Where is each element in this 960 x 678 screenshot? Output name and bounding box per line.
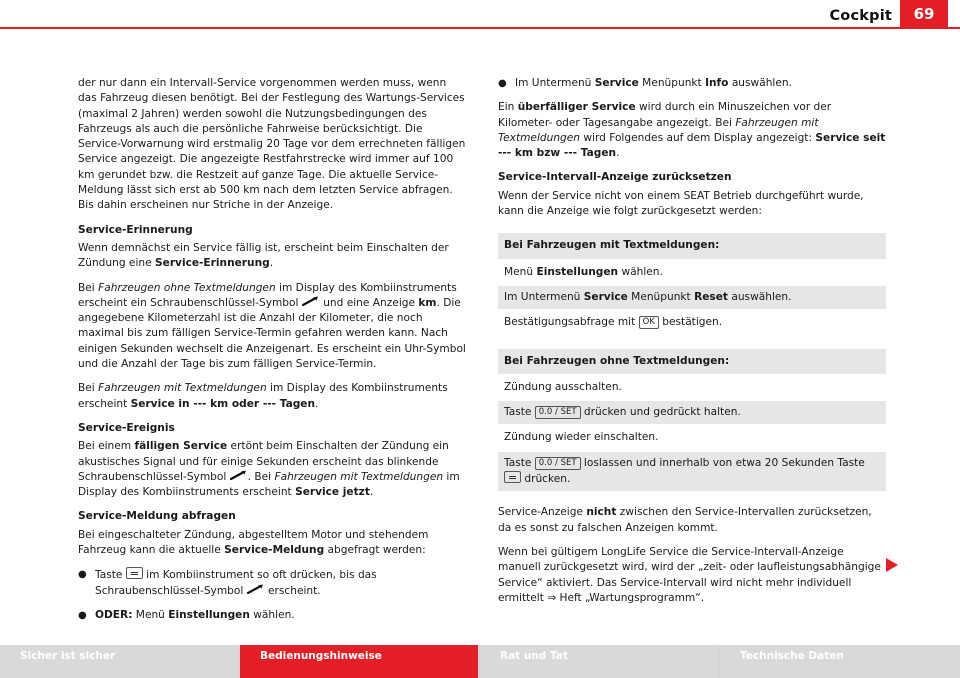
set-key: 0.0 / SET: [535, 406, 581, 419]
right-column: [498, 76, 886, 615]
heading-reset: Service-Intervall-Anzeige zurücksetzen: [498, 171, 732, 184]
left-column: [78, 76, 466, 632]
bullet-oder-menue: ● ODER: Menü Einstellungen wählen.: [78, 608, 466, 623]
box-heading: Bei Fahrzeugen ohne Textmeldungen:: [498, 349, 886, 374]
box-step: Taste 0.0 / SET loslassen und innerhalb von etwa 20 Sekunden Taste drücken.: [498, 452, 886, 492]
bullet-untermenue-info: ● Im Untermenü Service Menüpunkt Info auswählen.: [498, 76, 886, 91]
abfragen-paragraph: Bei eingeschalteter Zündung, abgestelltem Motor und stehendem Fahrzeug kann die aktuelle Service-Meldung abgefragt werden:: [78, 528, 429, 557]
box-step: Im Untermenü Service Menüpunkt Reset auswählen.: [498, 286, 886, 309]
ok-key: OK: [639, 316, 659, 329]
ueberfaellig-paragraph: Ein überfälliger Service wird durch ein Minuszeichen vor der Kilometer- oder Tagesangabe angezeigt. Bei Fahrzeugen mit Textmeldungen wird Folgendes auf dem Display angezeigt: Service seit --- km bzw --- Tagen.: [498, 101, 886, 160]
erinnerung-paragraph-3: Bei Fahrzeugen mit Textmeldungen im Display des Kombiinstruments erscheint Service in --- km oder --- Tagen.: [78, 382, 448, 410]
wrench-icon: [302, 296, 320, 306]
bullet-taste-druecken: ● Taste im Kombiinstrument so oft drücken, bis das Schraubenschlüssel-Symbol erscheint.: [78, 567, 466, 599]
header-rule: [0, 27, 960, 29]
box-ohne-textmeldungen: [498, 349, 886, 492]
longlife-paragraph: Wenn bei gültigem LongLife Service die Service-Intervall-Anzeige manuell zurückgesetzt wird, wird der „zeit- oder laufleistungsabhängige Service“ aktiviert. Das Service-Intervall wird nicht mehr individuell ermittelt ⇒ Heft „Wartungsprogramm“.: [498, 545, 881, 604]
footer-tab-rat-und-tat[interactable]: Rat und Tat: [480, 645, 718, 678]
reset-paragraph: Wenn der Service nicht von einem SEAT Betrieb durchgeführt wurde, kann die Anzeige wie folgt zurückgesetzt werden:: [498, 189, 864, 218]
box-step: Taste 0.0 / SET drücken und gedrückt halten.: [498, 401, 886, 424]
page-number: 69: [900, 0, 948, 27]
display-button-icon: [504, 471, 521, 483]
page-title: Cockpit: [829, 8, 892, 24]
ereignis-paragraph: Bei einem fälligen Service ertönt beim Einschalten der Zündung ein akustisches Signal und für einige Sekunden erscheint das blinkende Schraubenschlüssel-Symbol . Bei Fahrzeugen mit Textmeldungen im Display des Kombiinstruments erscheint Service jetzt.: [78, 440, 460, 499]
footer-tab-technische-daten[interactable]: Technische Daten: [720, 645, 960, 678]
heading-service-ereignis: Service-Ereignis: [78, 421, 175, 434]
intro-paragraph: der nur dann ein Intervall-Service vorgenommen werden muss, wenn das Fahrzeug diesen benötigt. Bei der Festlegung des Wartungs-Services (maximal 2 Jahren) werden sowohl die Nutzungsbedingungen des Fahrzeugs als auch die persönliche Fahrweise berücksichtigt. Die Service-Vorwarnung wird erstmalig 20 Tage vor dem errechneten fälligen Service angezeigt. Die angezeigte Restfahrstrecke wird immer auf 100 km gerundet bzw. die Restzeit auf ganze Tage. Die aktuelle Service-Meldung lässt sich erst ab 500 km nach dem letzten Service abfragen. Bis dahin erscheinen nur Striche in der Anzeige.: [78, 77, 466, 212]
box-mit-textmeldungen: [498, 233, 886, 334]
footer-tab-bedienungshinweise[interactable]: Bedienungshinweise: [240, 645, 478, 678]
box-step: Menü Einstellungen wählen.: [504, 265, 663, 278]
next-page-arrow-icon[interactable]: [886, 558, 898, 572]
box-step: Zündung ausschalten.: [504, 380, 622, 393]
nicht-zuruecksetzen-paragraph: Service-Anzeige nicht zwischen den Service-Intervallen zurücksetzen, da es sonst zu falschen Anzeigen kommt.: [498, 506, 872, 534]
erinnerung-paragraph-1: Wenn demnächst ein Service fällig ist, erscheint beim Einschalten der Zündung eine Service-Erinnerung.: [78, 241, 449, 270]
set-key: 0.0 / SET: [535, 457, 581, 470]
heading-service-meldung-abfragen: Service-Meldung abfragen: [78, 510, 236, 523]
wrench-icon: [247, 584, 265, 594]
heading-service-erinnerung: Service-Erinnerung: [78, 223, 193, 236]
footer-tab-sicher-ist-sicher[interactable]: Sicher ist sicher: [0, 645, 238, 678]
erinnerung-paragraph-2: Bei Fahrzeugen ohne Textmeldungen im Display des Kombiinstruments erscheint ein Schraubenschlüssel-Symbol und eine Anzeige km. Die angegebene Kilometerzahl ist die Anzahl der Kilometer, die noch maximal bis zum fälligen Service-Termin gefahren werden kann. Nach einigen Sekunden wechselt die Anzeigenart. Es erscheint ein Uhr-Symbol und die Anzahl der Tage bis zum fälligen Service-Termin.: [78, 281, 466, 371]
box-step: Bestätigungsabfrage mit OK bestätigen.: [504, 316, 723, 329]
display-button-icon: [126, 567, 143, 579]
box-heading: Bei Fahrzeugen mit Textmeldungen:: [498, 233, 886, 258]
wrench-icon: [230, 470, 248, 480]
box-step: Zündung wieder einschalten.: [504, 431, 659, 444]
footer-nav: [0, 645, 960, 678]
